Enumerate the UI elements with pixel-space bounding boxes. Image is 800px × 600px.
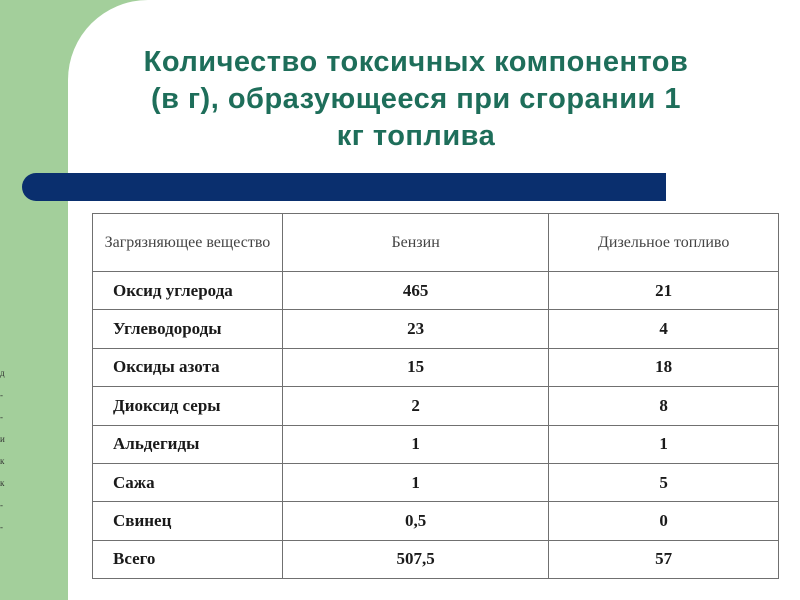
header-diesel: Дизельное топливо	[549, 214, 779, 272]
cell-diesel: 18	[549, 348, 779, 386]
side-mark: -	[0, 412, 3, 422]
side-mark: к	[0, 456, 5, 466]
cell-substance: Всего	[93, 540, 283, 578]
side-mark: -	[0, 500, 3, 510]
cell-diesel: 5	[549, 463, 779, 501]
cell-substance: Оксиды азота	[93, 348, 283, 386]
cell-diesel: 4	[549, 310, 779, 348]
cell-gasoline: 465	[282, 272, 548, 310]
cell-gasoline: 23	[282, 310, 548, 348]
cell-gasoline: 507,5	[282, 540, 548, 578]
cell-substance: Углеводороды	[93, 310, 283, 348]
cell-substance: Оксид углерода	[93, 272, 283, 310]
table-row	[93, 348, 779, 386]
cell-gasoline: 15	[282, 348, 548, 386]
table-row	[93, 463, 779, 501]
cell-gasoline: 2	[282, 387, 548, 425]
table-row	[93, 272, 779, 310]
header-gasoline: Бензин	[282, 214, 548, 272]
table-header-row	[93, 214, 779, 272]
table-row-total	[93, 540, 779, 578]
table-row	[93, 502, 779, 540]
cell-substance: Альдегиды	[93, 425, 283, 463]
side-fragment-text	[0, 362, 10, 538]
side-mark: д	[0, 368, 5, 378]
header-substance: Загрязняющее вещество	[93, 214, 283, 272]
cell-gasoline: 0,5	[282, 502, 548, 540]
cell-diesel: 0	[549, 502, 779, 540]
table-row	[93, 387, 779, 425]
title-line-1: Количество токсичных компонентов	[143, 46, 689, 78]
toxic-components-table	[92, 213, 779, 579]
side-mark: и	[0, 434, 5, 444]
cell-substance: Сажа	[93, 463, 283, 501]
slide-title	[80, 44, 752, 155]
side-mark: -	[0, 522, 3, 532]
table-row	[93, 425, 779, 463]
table-row	[93, 310, 779, 348]
side-mark: к	[0, 478, 5, 488]
cell-gasoline: 1	[282, 463, 548, 501]
cell-substance: Свинец	[93, 502, 283, 540]
side-mark: -	[0, 390, 3, 400]
title-underline-bar	[22, 173, 666, 201]
title-line-2: (в г), образующееся при сгорании 1	[150, 83, 682, 115]
cell-diesel: 1	[549, 425, 779, 463]
cell-substance: Диоксид серы	[93, 387, 283, 425]
left-green-band	[0, 0, 68, 600]
cell-gasoline: 1	[282, 425, 548, 463]
cell-diesel: 21	[549, 272, 779, 310]
title-line-3: кг топлива	[336, 120, 496, 152]
cell-diesel: 8	[549, 387, 779, 425]
cell-diesel: 57	[549, 540, 779, 578]
